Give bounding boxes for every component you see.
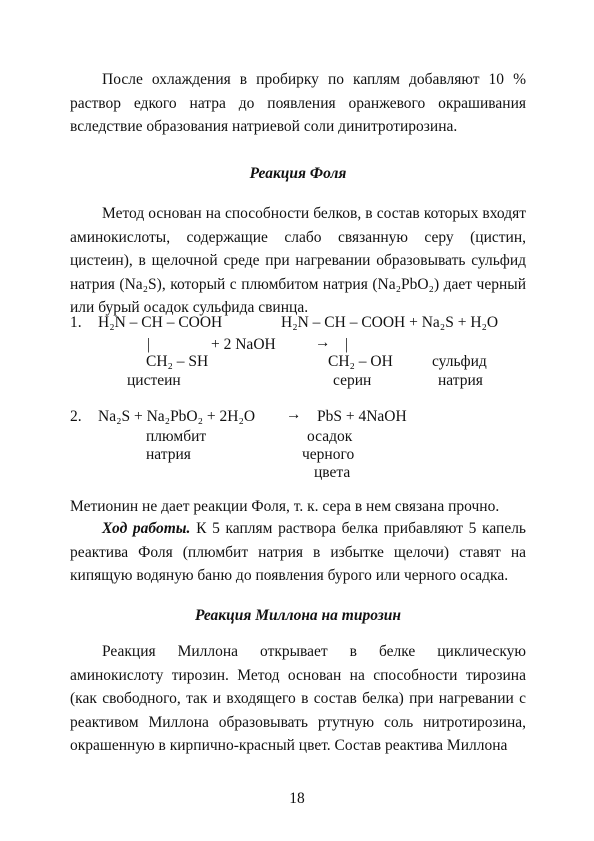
precipitate-label-line3: цвета bbox=[314, 464, 351, 481]
serine-label: серин bbox=[333, 372, 372, 389]
precipitate-label-line1: осадок bbox=[307, 428, 353, 445]
paragraph-procedure bbox=[70, 517, 526, 588]
reagent-naoh: + 2 NaOH bbox=[211, 336, 276, 353]
equation-1-number: 1. bbox=[70, 314, 82, 331]
cysteine-label: цистеин bbox=[127, 372, 181, 389]
reaction-arrow-2: → bbox=[286, 406, 302, 423]
paragraph-cooling: После охлаждения в пробирку по каплям добавляют 10 % раствор едкого натра до появления оранжевого окрашивания вследствие образования натриевой соли динитротирозина. bbox=[70, 71, 526, 135]
serine-products-formula: H₂N – CH – COOH + Na₂S + H₂O bbox=[281, 314, 499, 331]
cysteine-formula: H₂N – CH – COOH bbox=[98, 314, 223, 331]
paragraph-methionine: Метионин не дает реакции Фоля, т. к. сера в нем связана прочно. bbox=[70, 498, 500, 515]
sulfide-label-line2: натрия bbox=[438, 372, 483, 389]
cysteine-side-chain: CH₂ – SH bbox=[146, 353, 209, 370]
bond-line-right: | bbox=[345, 336, 349, 353]
bond-line-left: | bbox=[147, 336, 151, 353]
equation-2-number: 2. bbox=[70, 408, 82, 425]
page-number: 18 bbox=[289, 790, 305, 807]
paragraph-fol-method: Метод основан на способности белков, в состав которых входят аминокислоты, содержащие слабо связанную серу (цистин, цистеин), в щелочной среде при нагревании образовывать сульфид натрия (Na₂S), который с плюмбитом натрия (Na₂PbO₂) дает черный или бурый осадок сульфида свинца. bbox=[70, 205, 526, 316]
plumbite-label-line2: натрия bbox=[146, 446, 191, 463]
serine-side-chain: CH₂ – OH bbox=[328, 353, 393, 370]
reaction-arrow-1: → bbox=[315, 334, 331, 351]
procedure-label: Ход работы. bbox=[102, 520, 191, 537]
procedure-text: К 5 каплям раствора белка прибавляют 5 капель реактива Фоля (плюмбит натрия в избытке щелочи) ставят на кипящую водяную баню до появления бурого или черного осадка. bbox=[70, 520, 527, 584]
precipitate-label-line2: черного bbox=[302, 446, 355, 463]
paragraph-millon: Реакция Миллона открывает в белке циклическую аминокислоту тирозин. Метод основан на способности тирозина (как свободного, так и входящего в состав белка) при нагревании с реактивом Миллона образовывать ртутную соль нитротирозина, окрашенную в кирпично-красный цвет. Состав реактива Миллона bbox=[70, 643, 526, 754]
equation-2-reactants: Na₂S + Na₂PbO₂ + 2H₂O bbox=[98, 408, 256, 425]
plumbite-label-line1: плюмбит bbox=[146, 428, 207, 445]
equation-2-products: PbS + 4NaOH bbox=[317, 408, 407, 425]
sulfide-label-line1: сульфид bbox=[432, 353, 487, 370]
heading-millon-reaction: Реакция Миллона на тирозин bbox=[194, 607, 402, 624]
heading-fol-reaction: Реакция Фоля bbox=[249, 165, 347, 182]
